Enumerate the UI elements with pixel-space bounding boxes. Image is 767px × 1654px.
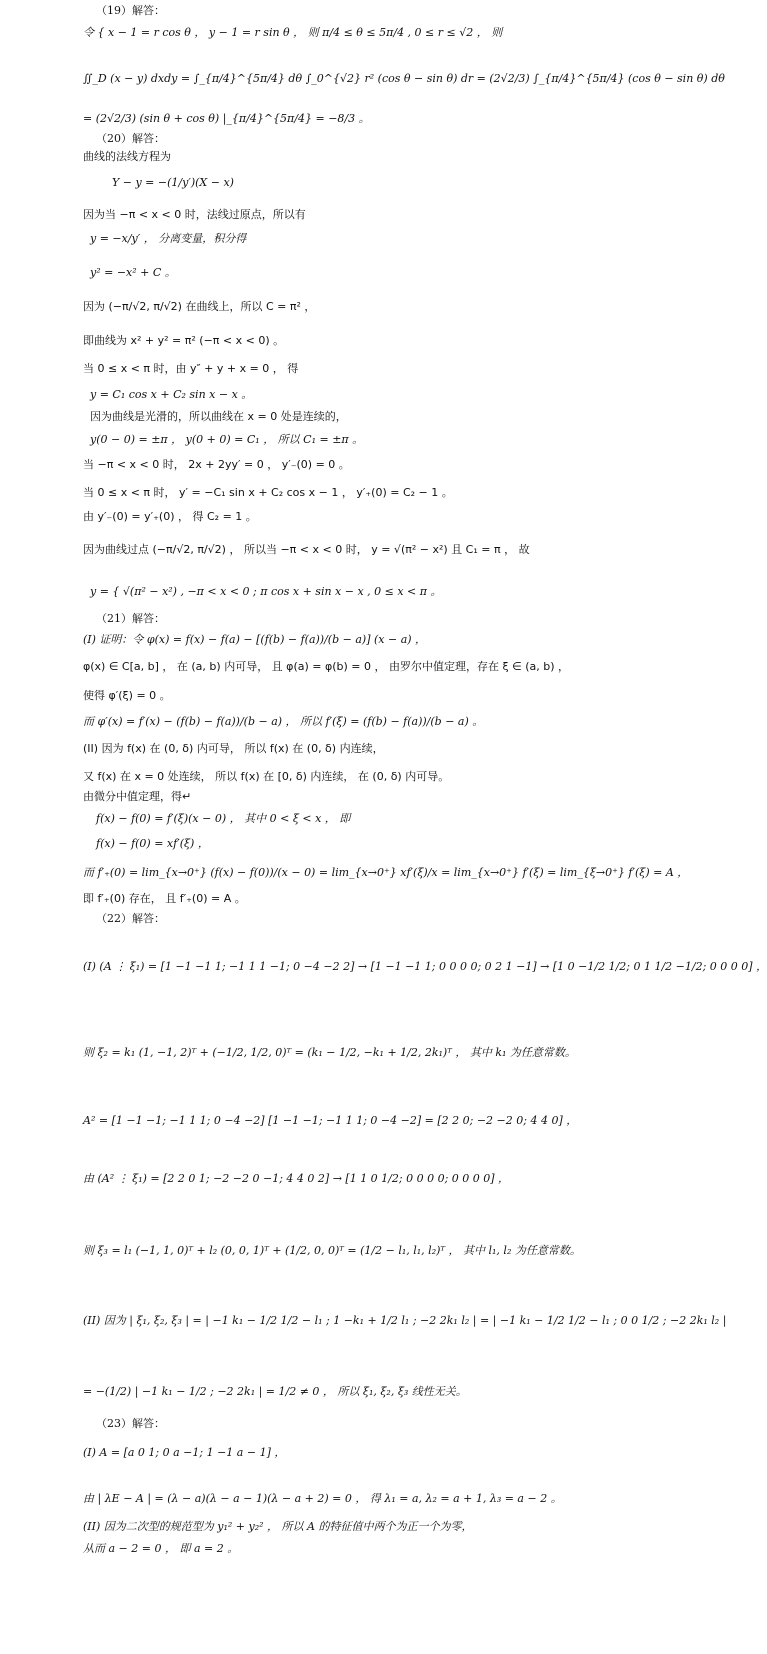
q20-line-10: 因为曲线是光滑的，所以曲线在 x = 0 处是连续的， bbox=[90, 410, 347, 423]
q21-line-4: 而 φ′(x) = f′(x) − (f(b) − f(a))/(b − a) ， 所以 f′(ξ) = (f(b) − f(a))/(b − a) 。 bbox=[83, 715, 484, 728]
q22-line-3: A² = [1 −1 −1; −1 1 1; 0 −4 −2] [1 −1 −1; −1 1 1; 0 −4 −2] = [2 2 0; −2 −2 0; 4 4 0] ， bbox=[83, 1114, 578, 1127]
q21-line-11: 即 f′₊(0) 存在， 且 f′₊(0) = A 。 bbox=[83, 892, 246, 905]
q20-line-15: 因为曲线过点 (−π/√2, π/√2) ， 所以当 −π < x < 0 时， y = √(π² − x²) 且 C₁ = π ， 故 bbox=[83, 543, 530, 556]
q22-line-2: 则 ξ₂ = k₁ (1, −1, 2)ᵀ + (−1/2, 1/2, 0)ᵀ = (k₁ − 1/2, −k₁ + 1/2, 2k₁)ᵀ ， 其中 k₁ 为任意常数。 bbox=[83, 1046, 576, 1059]
q22-line-4: 由 (A² ⋮ ξ₁) = [2 2 0 1; −2 −2 0 −1; 4 4 0 2] → [1 1 0 1/2; 0 0 0 0; 0 0 0 0] ， bbox=[83, 1172, 510, 1185]
q20-line-4: y = −x/y′ ， 分离变量，积分得 bbox=[90, 232, 247, 245]
q20-line-11: y(0 − 0) = ±π ， y(0 + 0) = C₁ ， 所以 C₁ = ±π 。 bbox=[90, 433, 364, 446]
q20-line-3: 因为当 −π < x < 0 时，法线过原点，所以有 bbox=[83, 208, 306, 221]
q20-line-9: y = C₁ cos x + C₂ sin x − x 。 bbox=[90, 388, 253, 401]
q23-line-2: 由 | λE − A | = (λ − a)(λ − a − 1)(λ − a + 2) = 0 ， 得 λ₁ = a, λ₂ = a + 1, λ₃ = a − 2 。 bbox=[83, 1492, 562, 1505]
q21-line-10: 而 f′₊(0) = lim_{x→0⁺} (f(x) − f(0))/(x − 0) = lim_{x→0⁺} xf′(ξ)/x = lim_{x→0⁺} f′(ξ) = lim_{ξ→0⁺} f′(ξ) = A ， bbox=[83, 866, 689, 879]
q20-line-13: 当 0 ≤ x < π 时， y′ = −C₁ sin x + C₂ cos x − 1 ， y′₊(0) = C₂ − 1 。 bbox=[83, 486, 453, 499]
q19-substitution: 令 { x − 1 = r cos θ ， y − 1 = r sin θ ， 则 π/4 ≤ θ ≤ 5π/4 , 0 ≤ r ≤ √2 ， 则 bbox=[83, 26, 503, 39]
q20-line-1: 曲线的法线方程为 bbox=[83, 150, 171, 163]
q22-line-5: 则 ξ₃ = l₁ (−1, 1, 0)ᵀ + l₂ (0, 0, 1)ᵀ + (1/2, 0, 0)ᵀ = (1/2 − l₁, l₁, l₂)ᵀ ， 其中 l₁, l₂ 为任意常数。 bbox=[83, 1244, 581, 1257]
q20-line-16: y = { √(π² − x²) , −π < x < 0 ; π cos x + sin x − x , 0 ≤ x < π 。 bbox=[90, 585, 442, 598]
q20-line-8: 当 0 ≤ x < π 时，由 y″ + y + x = 0 ， 得 bbox=[83, 362, 299, 375]
q21-line-1: (I) 证明：令 φ(x) = f(x) − f(a) − [(f(b) − f(a))/(b − a)] (x − a) ， bbox=[83, 633, 427, 646]
q20-line-5: y² = −x² + C 。 bbox=[90, 266, 176, 279]
q23-line-1: (I) A = [a 0 1; 0 a −1; 1 −1 a − 1] ， bbox=[83, 1446, 286, 1459]
q21-line-2: φ(x) ∈ C[a, b] ， 在 (a, b) 内可导， 且 φ(a) = φ(b) = 0 ， 由罗尔中值定理，存在 ξ ∈ (a, b) ， bbox=[83, 660, 569, 673]
q23-line-3: (II) 因为二次型的规范型为 y₁² + y₂² ， 所以 A 的特征值中两个为正一个为零， bbox=[83, 1520, 473, 1533]
q20-line-2: Y − y = −(1/y′)(X − x) bbox=[112, 176, 234, 189]
q22-line-6: (II) 因为 | ξ₁, ξ₂, ξ₃ | = | −1 k₁ − 1/2 1/2 − l₁ ; 1 −k₁ + 1/2 l₁ ; −2 2k₁ l₂ | = | −1 k₁ − 1/2 1/2 − l₁ ; 0 0 1/2 ; −2 2k₁ l₂ | bbox=[83, 1314, 727, 1327]
q23-title: （23）解答： bbox=[96, 1417, 165, 1430]
q21-line-9: f(x) − f(0) = xf′(ξ) ， bbox=[96, 837, 209, 850]
q19-result: = (2√2/3) (sin θ + cos θ) |_{π/4}^{5π/4} = −8/3 。 bbox=[83, 112, 370, 125]
q20-line-14: 由 y′₋(0) = y′₊(0) ， 得 C₂ = 1 。 bbox=[83, 510, 257, 523]
q23-line-4: 从而 a − 2 = 0 ， 即 a = 2 。 bbox=[83, 1542, 239, 1555]
q21-line-7: 由微分中值定理，得↵ bbox=[83, 790, 192, 803]
q21-line-3: 使得 φ′(ξ) = 0 。 bbox=[83, 689, 171, 702]
q22-title: （22）解答： bbox=[96, 912, 165, 925]
q21-title: （21）解答： bbox=[96, 612, 165, 625]
q21-line-6: 又 f(x) 在 x = 0 处连续， 所以 f(x) 在 [0, δ) 内连续， 在 (0, δ) 内可导。 bbox=[83, 770, 450, 783]
q20-line-7: 即曲线为 x² + y² = π² (−π < x < 0) 。 bbox=[83, 334, 285, 347]
q20-line-12: 当 −π < x < 0 时， 2x + 2yy′ = 0 ， y′₋(0) = 0 。 bbox=[83, 458, 350, 471]
q21-line-8: f(x) − f(0) = f′(ξ)(x − 0) ， 其中 0 < ξ < x ， 即 bbox=[96, 812, 351, 825]
q20-title: （20）解答： bbox=[96, 132, 165, 145]
q21-line-5: (II) 因为 f(x) 在 (0, δ) 内可导， 所以 f(x) 在 (0, δ) 内连续， bbox=[83, 742, 384, 755]
q19-title: （19）解答： bbox=[96, 4, 165, 17]
q22-line-7: = −(1/2) | −1 k₁ − 1/2 ; −2 2k₁ | = 1/2 ≠ 0 ， 所以 ξ₁, ξ₂, ξ₃ 线性无关。 bbox=[83, 1385, 467, 1398]
q20-line-6: 因为 (−π/√2, π/√2) 在曲线上，所以 C = π² ， bbox=[83, 300, 316, 313]
q19-integral: ∬_D (x − y) dxdy = ∫_{π/4}^{5π/4} dθ ∫_0^{√2} r² (cos θ − sin θ) dr = (2√2/3) ∫_{π/4}^{5π/4} (cos θ − sin θ) dθ bbox=[83, 72, 725, 85]
q22-line-1: (I) (A ⋮ ξ₁) = [1 −1 −1 1; −1 1 1 −1; 0 −4 −2 2] → [1 −1 −1 1; 0 0 0 0; 0 2 1 −1] → [1 0 −1/2 1/2; 0 1 1/2 −1/2; 0 0 0 0] ， bbox=[83, 960, 767, 973]
